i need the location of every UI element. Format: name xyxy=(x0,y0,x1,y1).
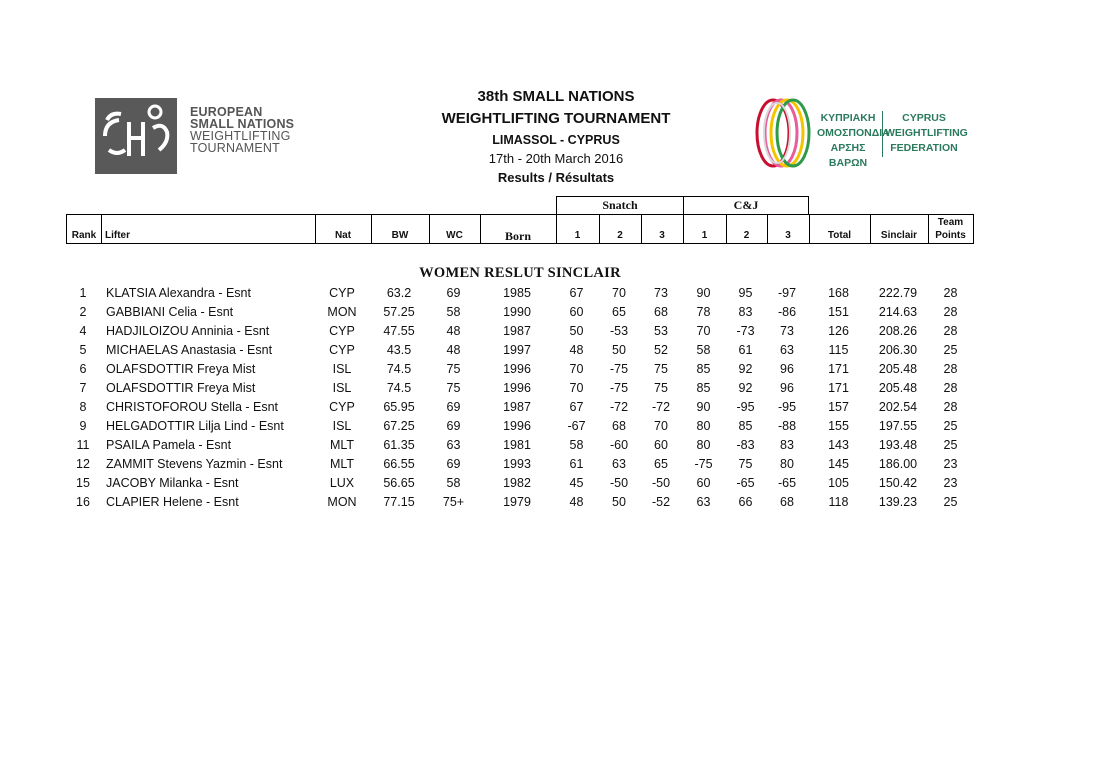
cell-rank: 15 xyxy=(76,476,90,490)
cell-born: 1997 xyxy=(503,343,531,357)
cell-bw: 74.5 xyxy=(386,362,412,376)
cwf-greek xyxy=(817,111,890,171)
cell-c1: 90 xyxy=(696,400,711,414)
cell-total: 171 xyxy=(828,362,849,376)
cell-born: 1982 xyxy=(503,476,531,490)
cell-c1: 90 xyxy=(696,286,711,300)
cell-c3: 68 xyxy=(780,495,794,509)
cell-s2: 68 xyxy=(612,419,626,433)
cell-c3: 80 xyxy=(780,457,794,471)
cell-lifter: KLATSIA Alexandra - Esnt xyxy=(106,286,251,300)
cell-wc: 75 xyxy=(446,381,461,395)
cwf-greek2: ΟΜΟΣΠΟΝΔΙΑ xyxy=(817,127,890,139)
cell-rank: 1 xyxy=(79,286,87,300)
cell-s2: -72 xyxy=(609,400,629,414)
cell-points: 23 xyxy=(943,457,958,471)
cell-c2: -83 xyxy=(736,438,755,452)
col-snatch-1: 1 xyxy=(574,230,581,241)
cell-s3: 70 xyxy=(654,419,668,433)
cell-s3: 60 xyxy=(654,438,668,452)
cell-points: 25 xyxy=(943,419,958,433)
cell-wc: 58 xyxy=(446,476,461,490)
esnt-line2: SMALL NATIONS xyxy=(190,117,295,131)
esnt-line3: WEIGHTLIFTING xyxy=(190,129,291,143)
cell-bw: 77.15 xyxy=(383,495,415,509)
cell-nat: MON xyxy=(327,495,357,509)
cell-sinclair: 197.55 xyxy=(878,419,918,433)
cell-s1: 67 xyxy=(569,286,584,300)
cell-bw: 65.95 xyxy=(383,400,415,414)
cell-s1: 61 xyxy=(569,457,584,471)
cwf-logo xyxy=(753,96,968,171)
cell-bw: 57.25 xyxy=(383,305,415,319)
cwf-english xyxy=(885,111,968,156)
cell-wc: 69 xyxy=(446,419,461,433)
cell-nat: CYP xyxy=(329,324,355,338)
table-row xyxy=(66,398,974,417)
cell-nat: MON xyxy=(327,305,357,319)
cell-sinclair: 208.26 xyxy=(878,324,918,338)
cell-points: 23 xyxy=(943,476,958,490)
cell-c1: 78 xyxy=(696,305,711,319)
table-row xyxy=(66,322,974,341)
cell-wc: 75 xyxy=(446,362,461,376)
cell-rank: 16 xyxy=(76,495,90,509)
cell-s2: 65 xyxy=(612,305,626,319)
cell-total: 118 xyxy=(828,495,849,509)
cwf-eng3: FEDERATION xyxy=(890,142,958,154)
esnt-line1: EUROPEAN xyxy=(190,105,263,119)
cell-nat: LUX xyxy=(329,476,355,490)
cell-c2: 83 xyxy=(738,305,753,319)
cell-c2: -73 xyxy=(736,324,755,338)
cell-rank: 11 xyxy=(76,438,90,452)
cell-rank: 2 xyxy=(79,305,87,319)
cell-c3: 73 xyxy=(780,324,794,338)
table-header xyxy=(66,214,974,244)
cell-s2: -53 xyxy=(609,324,629,338)
cell-nat: CYP xyxy=(329,286,355,300)
table-row xyxy=(66,341,974,360)
cell-sinclair: 202.54 xyxy=(878,400,918,414)
esnt-line4: TOURNAMENT xyxy=(190,141,280,155)
cell-total: 105 xyxy=(828,476,849,490)
table-row xyxy=(66,417,974,436)
cell-c1: 60 xyxy=(696,476,711,490)
cell-c3: -88 xyxy=(777,419,797,433)
cell-wc: 48 xyxy=(446,343,461,357)
cell-c1: 58 xyxy=(696,343,711,357)
cell-nat: CYP xyxy=(329,343,355,357)
cell-bw: 63.2 xyxy=(386,286,412,300)
cell-nat: ISL xyxy=(332,362,352,376)
cell-wc: 69 xyxy=(446,286,461,300)
cell-s1: 70 xyxy=(569,381,584,395)
cell-c1: 85 xyxy=(696,381,711,395)
table-row xyxy=(66,436,974,455)
location: LIMASSOL - CYPRUS xyxy=(492,133,620,147)
cell-s1: 48 xyxy=(569,495,584,509)
cell-s3: 73 xyxy=(654,286,668,300)
cell-born: 1993 xyxy=(503,457,531,471)
results-table-body xyxy=(66,284,974,512)
cell-lifter: OLAFSDOTTIR Freya Mist xyxy=(106,362,256,376)
cell-points: 28 xyxy=(943,286,958,300)
cell-c2: 92 xyxy=(738,362,753,376)
cell-bw: 47.55 xyxy=(383,324,415,338)
cell-s1: 48 xyxy=(569,343,584,357)
cell-nat: MLT xyxy=(329,457,355,471)
cell-bw: 67.25 xyxy=(383,419,415,433)
cell-lifter: OLAFSDOTTIR Freya Mist xyxy=(106,381,256,395)
table-row xyxy=(66,474,974,493)
table-row xyxy=(66,379,974,398)
cell-s3: -50 xyxy=(651,476,671,490)
cell-c2: 75 xyxy=(738,457,753,471)
cell-total: 157 xyxy=(828,400,849,414)
cwf-eng2: WEIGHTLIFTING xyxy=(885,127,968,139)
cell-born: 1996 xyxy=(503,419,531,433)
cell-sinclair: 186.00 xyxy=(878,457,918,471)
table-row xyxy=(66,455,974,474)
cell-points: 25 xyxy=(943,343,958,357)
cell-lifter: CHRISTOFOROU Stella - Esnt xyxy=(106,400,279,414)
cell-s3: -52 xyxy=(651,495,671,509)
cell-points: 25 xyxy=(943,495,958,509)
title-line1: 38th SMALL NATIONS xyxy=(477,88,635,105)
cell-lifter: HADJILOIZOU Anninia - Esnt xyxy=(106,324,270,338)
col-team-points-line2: Points xyxy=(935,230,966,241)
col-cj-1: 1 xyxy=(701,230,708,241)
cell-total: 155 xyxy=(828,419,849,433)
cell-c3: 83 xyxy=(780,438,794,452)
cell-lifter: CLAPIER Helene - Esnt xyxy=(106,495,239,509)
cell-c3: -86 xyxy=(777,305,797,319)
cell-lifter: PSAILA Pamela - Esnt xyxy=(106,438,232,452)
cell-c1: 70 xyxy=(696,324,711,338)
cell-bw: 74.5 xyxy=(386,381,412,395)
cell-rank: 4 xyxy=(79,324,87,338)
cell-points: 28 xyxy=(943,324,958,338)
cell-sinclair: 214.63 xyxy=(878,305,918,319)
cell-bw: 66.55 xyxy=(383,457,415,471)
cell-total: 171 xyxy=(828,381,849,395)
cwf-greek1: ΚΥΠΡΙΑΚΗ xyxy=(820,112,876,124)
cell-points: 25 xyxy=(943,438,958,452)
cell-bw: 43.5 xyxy=(386,343,412,357)
cell-born: 1985 xyxy=(503,286,531,300)
cell-wc: 69 xyxy=(446,400,461,414)
title-line2: WEIGHTLIFTING TOURNAMENT xyxy=(441,110,671,127)
cell-sinclair: 150.42 xyxy=(878,476,918,490)
cell-s1: 60 xyxy=(569,305,584,319)
cell-lifter: GABBIANI Celia - Esnt xyxy=(106,305,234,319)
cell-c2: 95 xyxy=(738,286,753,300)
cell-total: 168 xyxy=(828,286,849,300)
col-snatch-3: 3 xyxy=(659,230,665,241)
cell-c1: 80 xyxy=(696,438,711,452)
cell-s3: 52 xyxy=(654,343,668,357)
cell-c3: -95 xyxy=(777,400,797,414)
cell-c1: 63 xyxy=(696,495,711,509)
cell-sinclair: 206.30 xyxy=(878,343,918,357)
cell-s2: 70 xyxy=(612,286,626,300)
cell-s2: 50 xyxy=(612,343,626,357)
cell-s3: 75 xyxy=(654,381,668,395)
col-born: Born xyxy=(504,229,531,243)
snatch-group-header: Snatch xyxy=(556,196,684,215)
cell-c1: 85 xyxy=(696,362,711,376)
cell-s1: 67 xyxy=(569,400,584,414)
cell-c2: 61 xyxy=(738,343,753,357)
cell-s1: 50 xyxy=(569,324,584,338)
cell-sinclair: 205.48 xyxy=(878,362,918,376)
esnt-emblem-icon xyxy=(95,98,180,174)
cell-lifter: JACOBY Milanka - Esnt xyxy=(106,476,239,490)
col-rank: Rank xyxy=(71,230,97,241)
cell-c1: -75 xyxy=(694,457,713,471)
table-row xyxy=(66,284,974,303)
cwf-divider xyxy=(882,111,883,157)
cell-lifter: HELGADOTTIR Lilja Lind - Esnt xyxy=(106,419,284,433)
table-row xyxy=(66,493,974,512)
cell-total: 126 xyxy=(828,324,849,338)
cell-rank: 12 xyxy=(76,457,90,471)
dates: 17th - 20th March 2016 xyxy=(488,151,624,166)
cell-bw: 61.35 xyxy=(383,438,415,452)
cell-born: 1987 xyxy=(503,400,531,414)
cell-c2: 85 xyxy=(738,419,753,433)
cell-rank: 5 xyxy=(79,343,87,357)
col-sinclair: Sinclair xyxy=(880,230,918,241)
cell-s3: 68 xyxy=(654,305,668,319)
cell-rank: 6 xyxy=(79,362,87,376)
cell-bw: 56.65 xyxy=(383,476,415,490)
cell-sinclair: 139.23 xyxy=(878,495,918,509)
table-row xyxy=(66,360,974,379)
section-title: WOMEN RESLUT SINCLAIR xyxy=(419,265,621,281)
esnt-logo-text xyxy=(190,106,294,154)
cell-nat: CYP xyxy=(329,400,355,414)
cell-points: 28 xyxy=(943,400,958,414)
cell-points: 28 xyxy=(943,381,958,395)
col-cj-3: 3 xyxy=(785,230,791,241)
cell-nat: ISL xyxy=(332,419,352,433)
divider xyxy=(101,215,102,243)
cell-born: 1981 xyxy=(503,438,531,452)
cell-c3: -97 xyxy=(777,286,797,300)
cell-c2: 92 xyxy=(738,381,753,395)
cell-points: 28 xyxy=(943,362,958,376)
rings-emblem-icon xyxy=(753,96,815,171)
cell-s2: -75 xyxy=(609,362,629,376)
cell-s1: 70 xyxy=(569,362,584,376)
cell-born: 1990 xyxy=(503,305,531,319)
col-lifter: Lifter xyxy=(105,230,130,241)
cell-s2: 63 xyxy=(612,457,626,471)
cell-points: 28 xyxy=(943,305,958,319)
cell-rank: 7 xyxy=(79,381,87,395)
cell-c3: -65 xyxy=(777,476,797,490)
cell-c3: 96 xyxy=(780,362,794,376)
cj-group-header: C&J xyxy=(683,196,809,215)
cell-c2: -95 xyxy=(736,400,755,414)
col-snatch-2: 2 xyxy=(617,230,623,241)
cell-s1: -67 xyxy=(567,419,586,433)
cell-sinclair: 193.48 xyxy=(878,438,918,452)
cell-nat: MLT xyxy=(329,438,355,452)
cell-wc: 63 xyxy=(446,438,461,452)
cell-sinclair: 205.48 xyxy=(878,381,918,395)
cell-born: 1996 xyxy=(503,362,531,376)
cell-total: 145 xyxy=(828,457,849,471)
cell-wc: 75+ xyxy=(442,495,465,509)
cell-rank: 9 xyxy=(79,419,87,433)
cell-c3: 63 xyxy=(780,343,794,357)
results-subtitle: Results / Résultats xyxy=(497,170,615,185)
cell-wc: 69 xyxy=(446,457,461,471)
cell-c2: 66 xyxy=(738,495,753,509)
cell-born: 1987 xyxy=(503,324,531,338)
col-wc: WC xyxy=(446,230,463,241)
cell-wc: 48 xyxy=(446,324,461,338)
cell-lifter: MICHAELAS Anastasia - Esnt xyxy=(106,343,273,357)
col-bw: BW xyxy=(391,230,409,241)
cell-s2: -75 xyxy=(609,381,629,395)
cwf-eng1: CYPRUS xyxy=(902,112,946,124)
table-row xyxy=(66,303,974,322)
cell-s1: 58 xyxy=(569,438,584,452)
cell-s3: 75 xyxy=(654,362,668,376)
cell-c1: 80 xyxy=(696,419,711,433)
cell-s2: -50 xyxy=(609,476,629,490)
cell-s2: 50 xyxy=(612,495,626,509)
cell-total: 115 xyxy=(828,343,849,357)
cwf-greek3: ΑΡΣΗΣ ΒΑΡΩΝ xyxy=(828,142,868,169)
cell-c2: -65 xyxy=(736,476,755,490)
cell-born: 1979 xyxy=(503,495,531,509)
cell-s3: -72 xyxy=(651,400,671,414)
cell-total: 143 xyxy=(828,438,849,452)
cell-wc: 58 xyxy=(446,305,461,319)
cell-s3: 53 xyxy=(654,324,668,338)
tournament-title xyxy=(380,86,732,187)
cell-s2: -60 xyxy=(609,438,629,452)
col-team-points-line1: Team xyxy=(937,217,964,228)
col-cj-2: 2 xyxy=(743,230,750,241)
cell-s3: 65 xyxy=(654,457,668,471)
cell-total: 151 xyxy=(828,305,849,319)
cell-nat: ISL xyxy=(332,381,352,395)
col-nat: Nat xyxy=(334,230,352,241)
cell-c3: 96 xyxy=(780,381,794,395)
cell-rank: 8 xyxy=(79,400,87,414)
cell-s1: 45 xyxy=(569,476,584,490)
col-total: Total xyxy=(827,230,852,241)
cell-born: 1996 xyxy=(503,381,531,395)
cell-sinclair: 222.79 xyxy=(878,286,918,300)
cell-lifter: ZAMMIT Stevens Yazmin - Esnt xyxy=(106,457,283,471)
